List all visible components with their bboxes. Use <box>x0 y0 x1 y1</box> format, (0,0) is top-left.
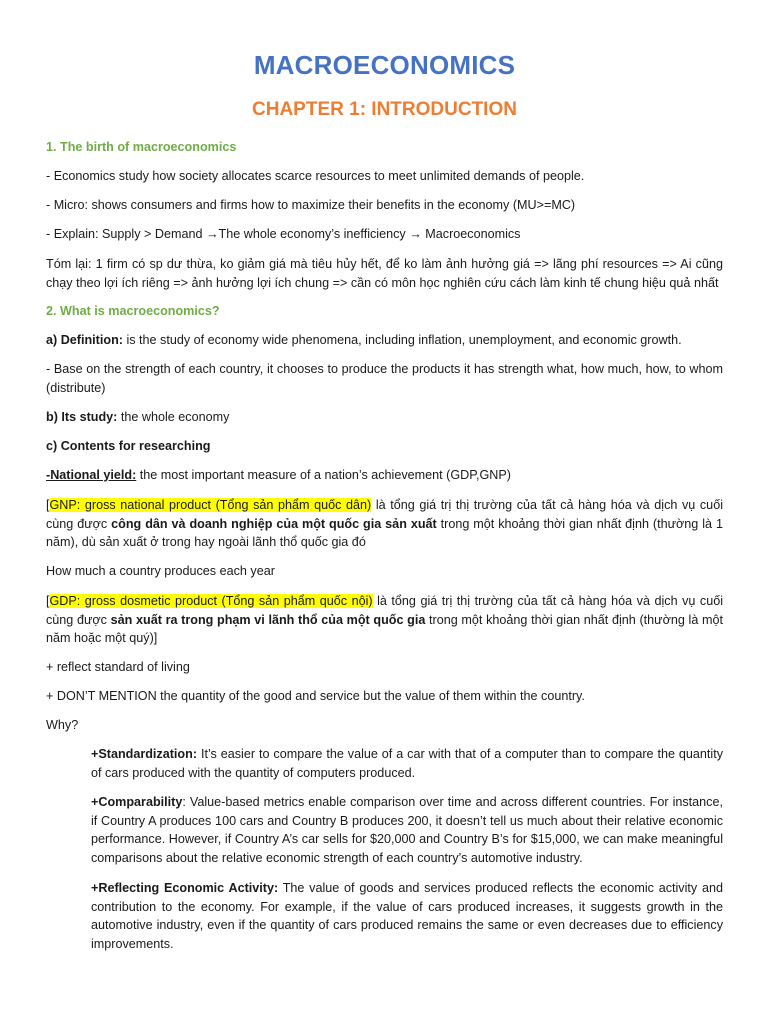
gnp-highlight: GNP: gross national product (Tổng sản phẩm quốc dân) <box>49 498 372 512</box>
study-paragraph <box>46 408 723 427</box>
gdp-text: là tổng giá trị thị trường của tất cả hàng hóa và dịch vụ cuối cùng được <box>46 594 723 627</box>
gdp-highlight: GDP: gross dosmetic product (Tổng sản phẩm quốc nội) <box>49 594 373 608</box>
comparability-paragraph <box>91 793 723 867</box>
gdp-bold: sản xuất ra trong phạm vi lãnh thổ của một quốc gia <box>110 612 426 627</box>
gnp-paragraph <box>46 496 723 552</box>
bracket: [ <box>46 498 50 512</box>
paragraph: + reflect standard of living <box>46 660 190 674</box>
paragraph: - Micro: shows consumers and firms how to maximize their benefits in the economy (MU>=MC) <box>46 198 576 212</box>
study-label: b) Its study: <box>46 410 118 424</box>
gdp-paragraph <box>46 592 723 648</box>
paragraph: How much a country produces each year <box>46 564 275 578</box>
contents-heading: c) Contents for researching <box>46 439 211 453</box>
paragraph: - Base on the strength of each country, it chooses to produce the products it has strength what, how much, how, to whom (distribute) <box>46 362 723 395</box>
national-yield-label: -National yield: <box>46 468 137 482</box>
chapter-title: CHAPTER 1: INTRODUCTION <box>252 99 517 120</box>
definition-text: is the study of economy wide phenomena, including inflation, unemployment, and economic growth. <box>122 333 682 347</box>
gnp-text: là tổng giá trị thị trường của tất cả hàng hóa và dịch vụ cuối cùng được <box>46 498 723 531</box>
economic-activity-paragraph <box>91 879 723 953</box>
paragraph: Tóm lại: 1 firm có sp dư thừa, ko giảm giá mà tiêu hủy hết, để ko làm ảnh hưởng giá => lãng phí resources => Ai cũng chạy theo lợi ích riêng => ảnh hưởng lợi ích chung => cần có môn học nghiên cứu cách làm kinh tế chung hiệu quả nhất <box>46 257 723 290</box>
gnp-bold: công dân và doanh nghiệp của một quốc gia sản xuất <box>111 516 437 531</box>
national-yield-paragraph <box>46 466 723 485</box>
standardization-paragraph <box>91 745 723 782</box>
economic-activity-label: +Reflecting Economic Activity: <box>91 881 279 895</box>
gnp-text: trong một khoảng thời gian nhất định (thường là 1 năm), dù sản xuất ở trong hay ngoài lãnh thổ quốc gia đó <box>46 516 723 550</box>
document-title: MACROECONOMICS <box>253 50 516 80</box>
paragraph: - Economics study how society allocates scarce resources to meet unlimited demands of people. <box>46 169 585 183</box>
paragraph: Why? <box>46 718 79 732</box>
comparability-text: : Value-based metrics enable comparison over time and across different countries. For instance, if Country A produces 100 cars and Country B produces 200, it doesn’t tell us much about their relative economic performance. However, if Country A’s car sells for $20,000 and Country B’s for $15,000, we can make meaningful comparisons about the relative economic strength of each country’s automotive industry. <box>91 795 723 865</box>
comparability-label: +Comparability <box>91 795 183 809</box>
section-1-heading: 1. The birth of macroeconomics <box>46 140 237 154</box>
study-text: the whole economy <box>117 410 230 424</box>
national-yield-text: the most important measure of a nation’s achievement (GDP,GNP) <box>136 468 511 482</box>
gdp-text: trong một khoảng thời gian nhất định (thường là một năm hoặc một quý)] <box>46 612 723 646</box>
standardization-label: +Standardization: <box>91 747 198 761</box>
bracket: [ <box>46 594 50 608</box>
definition-label: a) Definition: <box>46 333 123 347</box>
economic-activity-text: The value of goods and services produced reflects the economic activity and contribution to the economy. For example, if the value of cars produced increases, it suggests growth in the automotive industry, even if the quantity of cars produced remains the same or even decreases due to efficiency improvements. <box>91 881 723 951</box>
standardization-text: It’s easier to compare the value of a car with that of a computer than to compare the quantity of cars produced with the quantity of computers produced. <box>91 747 723 780</box>
paragraph: - Explain: Supply > Demand →The whole economy’s inefficiency → Macroeconomics <box>46 227 521 241</box>
definition-paragraph <box>46 331 723 350</box>
section-2-heading: 2. What is macroeconomics? <box>46 304 220 318</box>
paragraph: + DON’T MENTION the quantity of the good and service but the value of them within the country. <box>46 689 585 703</box>
